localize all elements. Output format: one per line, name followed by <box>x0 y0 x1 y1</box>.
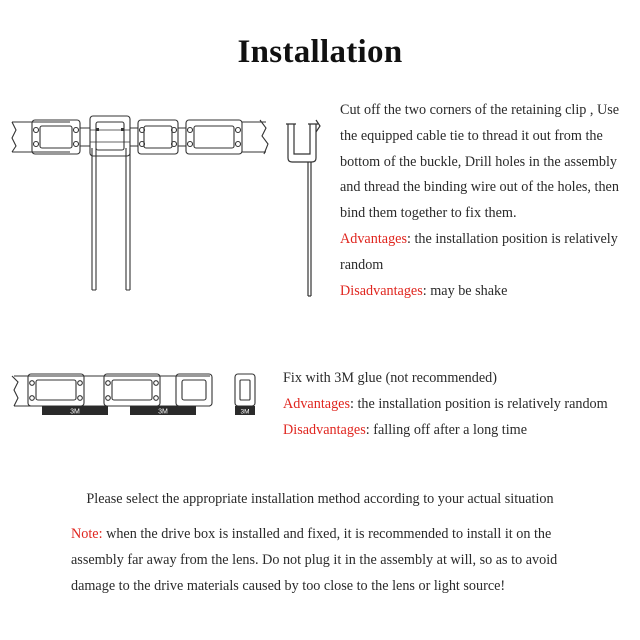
advantages-text: : the installation position is relatively random <box>349 395 608 412</box>
retaining-clip-side-view-illustration <box>284 112 324 302</box>
note-line <box>71 522 611 548</box>
advantages-text: : the installation position is relatively <box>406 230 618 247</box>
method1-disadvantages <box>340 279 619 305</box>
disadvantages-text: : may be shake <box>422 282 508 299</box>
tape-label: 3M <box>158 408 168 416</box>
note-label: Note: <box>71 526 103 542</box>
note-line: damage to the drive materials caused by too close to the lens or light source! <box>71 577 506 594</box>
method1-description <box>340 98 619 304</box>
3m-glue-clip-side-view-illustration <box>232 370 260 418</box>
method2-description <box>283 366 608 443</box>
note-line: assembly far away from the lens. Do not plug it in the assembly at will, so as to avoid <box>71 551 558 568</box>
page-title: Installation <box>237 34 403 70</box>
tape-label: 3M <box>240 408 250 416</box>
method2-advantages <box>283 392 608 418</box>
method1-advantages <box>340 227 619 253</box>
disadvantages-text: : falling off after a long time <box>365 421 528 438</box>
disadvantages-label: Disadvantages <box>340 282 423 299</box>
select-method-text: Please select the appropriate installation method according to your actual situation <box>86 491 554 507</box>
method2-line: Fix with 3M glue (not recommended) <box>283 370 497 386</box>
method1-line: bind them together to fix them. <box>340 205 517 222</box>
method1-line: Cut off the two corners of the retaining clip , Use <box>340 102 620 118</box>
note-block <box>71 522 611 599</box>
method1-line: the equipped cable tie to thread it out from the <box>340 127 603 144</box>
tape-label: 3M <box>70 408 80 416</box>
advantages-text-cont: random <box>340 256 384 273</box>
note-text: when the drive box is installed and fixed, it is recommended to install it on the <box>102 526 552 542</box>
advantages-label: Advantages <box>340 230 407 247</box>
3m-glue-assembly-illustration <box>10 370 215 420</box>
advantages-label: Advantages <box>283 395 350 412</box>
method1-line: bottom of the buckle, Drill holes in the assembly <box>340 153 618 170</box>
method1-line: and thread the binding wire out of the holes, then <box>340 179 619 196</box>
disadvantages-label: Disadvantages <box>283 421 366 438</box>
clip-assembly-cable-tie-illustration <box>10 108 272 298</box>
method2-disadvantages <box>283 418 608 444</box>
